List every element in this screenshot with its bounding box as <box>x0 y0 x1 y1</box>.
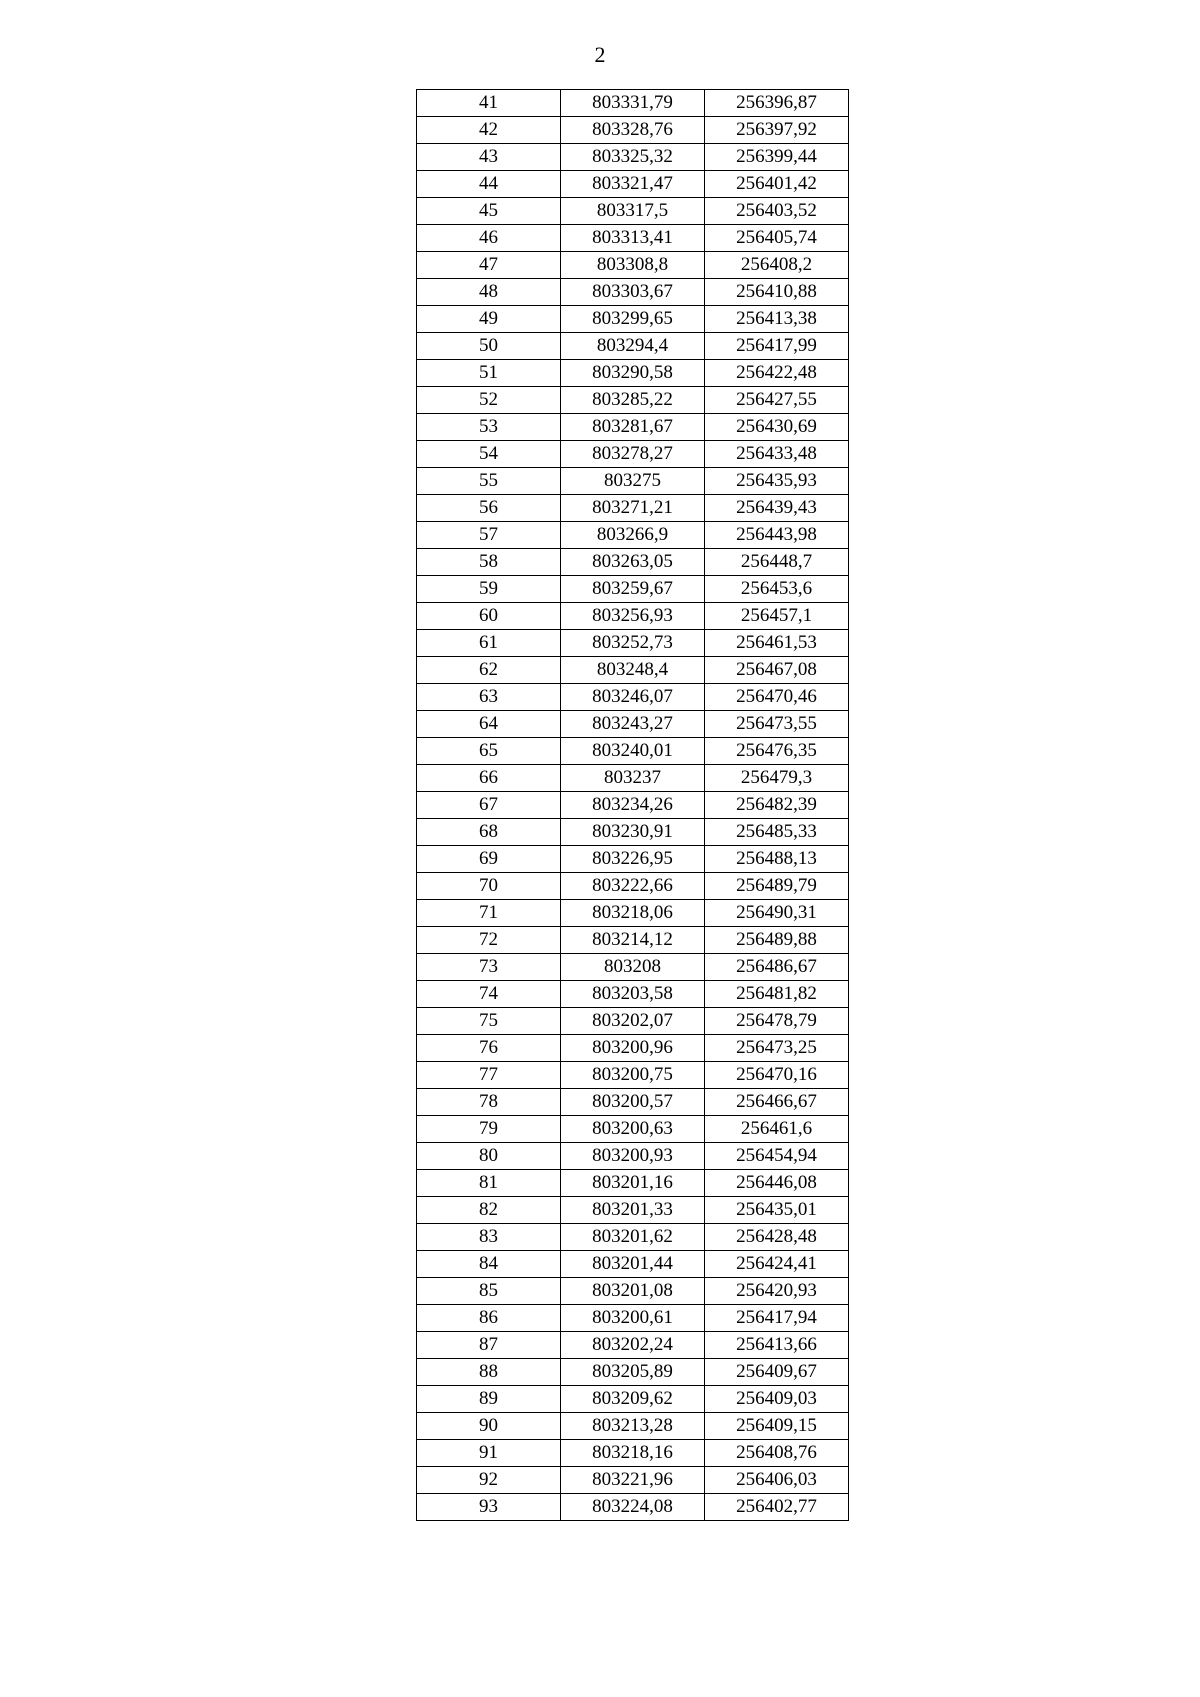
table-row <box>417 576 849 603</box>
x-coordinate-cell: 803208 <box>561 954 705 981</box>
point-number-cell: 69 <box>417 846 561 873</box>
x-coordinate-cell: 803331,79 <box>561 90 705 117</box>
point-number-cell: 78 <box>417 1089 561 1116</box>
table-row <box>417 225 849 252</box>
table-row <box>417 279 849 306</box>
y-coordinate-cell: 256424,41 <box>705 1251 849 1278</box>
x-coordinate-cell: 803200,63 <box>561 1116 705 1143</box>
point-number-cell: 59 <box>417 576 561 603</box>
x-coordinate-cell: 803201,33 <box>561 1197 705 1224</box>
table-row <box>417 846 849 873</box>
x-coordinate-cell: 803201,44 <box>561 1251 705 1278</box>
x-coordinate-cell: 803325,32 <box>561 144 705 171</box>
point-number-cell: 41 <box>417 90 561 117</box>
y-coordinate-cell: 256396,87 <box>705 90 849 117</box>
x-coordinate-cell: 803200,96 <box>561 1035 705 1062</box>
x-coordinate-cell: 803201,62 <box>561 1224 705 1251</box>
table-row <box>417 900 849 927</box>
point-number-cell: 86 <box>417 1305 561 1332</box>
x-coordinate-cell: 803246,07 <box>561 684 705 711</box>
table-row <box>417 1440 849 1467</box>
table-row <box>417 306 849 333</box>
y-coordinate-cell: 256422,48 <box>705 360 849 387</box>
x-coordinate-cell: 803243,27 <box>561 711 705 738</box>
y-coordinate-cell: 256413,38 <box>705 306 849 333</box>
x-coordinate-cell: 803222,66 <box>561 873 705 900</box>
point-number-cell: 64 <box>417 711 561 738</box>
point-number-cell: 46 <box>417 225 561 252</box>
x-coordinate-cell: 803202,24 <box>561 1332 705 1359</box>
y-coordinate-cell: 256439,43 <box>705 495 849 522</box>
point-number-cell: 50 <box>417 333 561 360</box>
point-number-cell: 77 <box>417 1062 561 1089</box>
x-coordinate-cell: 803317,5 <box>561 198 705 225</box>
x-coordinate-cell: 803328,76 <box>561 117 705 144</box>
x-coordinate-cell: 803230,91 <box>561 819 705 846</box>
y-coordinate-cell: 256467,08 <box>705 657 849 684</box>
table-row <box>417 1197 849 1224</box>
y-coordinate-cell: 256476,35 <box>705 738 849 765</box>
y-coordinate-cell: 256397,92 <box>705 117 849 144</box>
point-number-cell: 65 <box>417 738 561 765</box>
table-row <box>417 441 849 468</box>
point-number-cell: 85 <box>417 1278 561 1305</box>
point-number-cell: 81 <box>417 1170 561 1197</box>
y-coordinate-cell: 256490,31 <box>705 900 849 927</box>
page-number: 2 <box>594 42 606 67</box>
x-coordinate-cell: 803221,96 <box>561 1467 705 1494</box>
y-coordinate-cell: 256470,16 <box>705 1062 849 1089</box>
y-coordinate-cell: 256410,88 <box>705 279 849 306</box>
y-coordinate-cell: 256403,52 <box>705 198 849 225</box>
point-number-cell: 56 <box>417 495 561 522</box>
y-coordinate-cell: 256486,67 <box>705 954 849 981</box>
x-coordinate-cell: 803248,4 <box>561 657 705 684</box>
y-coordinate-cell: 256478,79 <box>705 1008 849 1035</box>
x-coordinate-cell: 803252,73 <box>561 630 705 657</box>
table-row <box>417 1305 849 1332</box>
table-row <box>417 1035 849 1062</box>
y-coordinate-cell: 256408,2 <box>705 252 849 279</box>
table-row <box>417 711 849 738</box>
y-coordinate-cell: 256401,42 <box>705 171 849 198</box>
y-coordinate-cell: 256448,7 <box>705 549 849 576</box>
point-number-cell: 83 <box>417 1224 561 1251</box>
point-number-cell: 51 <box>417 360 561 387</box>
table-row <box>417 144 849 171</box>
x-coordinate-cell: 803313,41 <box>561 225 705 252</box>
y-coordinate-cell: 256457,1 <box>705 603 849 630</box>
y-coordinate-cell: 256435,93 <box>705 468 849 495</box>
table-row <box>417 873 849 900</box>
point-number-cell: 57 <box>417 522 561 549</box>
x-coordinate-cell: 803224,08 <box>561 1494 705 1521</box>
y-coordinate-cell: 256461,6 <box>705 1116 849 1143</box>
y-coordinate-cell: 256479,3 <box>705 765 849 792</box>
point-number-cell: 92 <box>417 1467 561 1494</box>
x-coordinate-cell: 803200,93 <box>561 1143 705 1170</box>
point-number-cell: 44 <box>417 171 561 198</box>
table-row <box>417 198 849 225</box>
y-coordinate-cell: 256417,99 <box>705 333 849 360</box>
table-row <box>417 1332 849 1359</box>
y-coordinate-cell: 256428,48 <box>705 1224 849 1251</box>
x-coordinate-cell: 803202,07 <box>561 1008 705 1035</box>
table-row <box>417 1062 849 1089</box>
y-coordinate-cell: 256433,48 <box>705 441 849 468</box>
y-coordinate-cell: 256413,66 <box>705 1332 849 1359</box>
y-coordinate-cell: 256435,01 <box>705 1197 849 1224</box>
point-number-cell: 63 <box>417 684 561 711</box>
x-coordinate-cell: 803275 <box>561 468 705 495</box>
table-row <box>417 387 849 414</box>
y-coordinate-cell: 256488,13 <box>705 846 849 873</box>
table-row <box>417 819 849 846</box>
table-row <box>417 1467 849 1494</box>
table-row <box>417 1413 849 1440</box>
table-row <box>417 1116 849 1143</box>
x-coordinate-cell: 803237 <box>561 765 705 792</box>
x-coordinate-cell: 803256,93 <box>561 603 705 630</box>
y-coordinate-cell: 256443,98 <box>705 522 849 549</box>
point-number-cell: 67 <box>417 792 561 819</box>
point-number-cell: 66 <box>417 765 561 792</box>
y-coordinate-cell: 256409,03 <box>705 1386 849 1413</box>
x-coordinate-cell: 803259,67 <box>561 576 705 603</box>
table-row <box>417 765 849 792</box>
y-coordinate-cell: 256409,67 <box>705 1359 849 1386</box>
table-row <box>417 252 849 279</box>
table-row <box>417 1359 849 1386</box>
y-coordinate-cell: 256408,76 <box>705 1440 849 1467</box>
y-coordinate-cell: 256402,77 <box>705 1494 849 1521</box>
point-number-cell: 91 <box>417 1440 561 1467</box>
table-row <box>417 1386 849 1413</box>
x-coordinate-cell: 803214,12 <box>561 927 705 954</box>
y-coordinate-cell: 256481,82 <box>705 981 849 1008</box>
x-coordinate-cell: 803226,95 <box>561 846 705 873</box>
x-coordinate-cell: 803218,16 <box>561 1440 705 1467</box>
y-coordinate-cell: 256417,94 <box>705 1305 849 1332</box>
point-number-cell: 88 <box>417 1359 561 1386</box>
y-coordinate-cell: 256454,94 <box>705 1143 849 1170</box>
coordinates-table-body <box>417 90 849 1521</box>
table-row <box>417 657 849 684</box>
table-row <box>417 90 849 117</box>
table-row <box>417 981 849 1008</box>
x-coordinate-cell: 803205,89 <box>561 1359 705 1386</box>
table-row <box>417 1143 849 1170</box>
point-number-cell: 61 <box>417 630 561 657</box>
y-coordinate-cell: 256489,88 <box>705 927 849 954</box>
point-number-cell: 54 <box>417 441 561 468</box>
x-coordinate-cell: 803266,9 <box>561 522 705 549</box>
table-row <box>417 1224 849 1251</box>
table-row <box>417 630 849 657</box>
table-row <box>417 684 849 711</box>
point-number-cell: 52 <box>417 387 561 414</box>
point-number-cell: 93 <box>417 1494 561 1521</box>
y-coordinate-cell: 256399,44 <box>705 144 849 171</box>
table-row <box>417 522 849 549</box>
y-coordinate-cell: 256482,39 <box>705 792 849 819</box>
table-row <box>417 1278 849 1305</box>
x-coordinate-cell: 803209,62 <box>561 1386 705 1413</box>
table-row <box>417 468 849 495</box>
x-coordinate-cell: 803290,58 <box>561 360 705 387</box>
x-coordinate-cell: 803263,05 <box>561 549 705 576</box>
point-number-cell: 84 <box>417 1251 561 1278</box>
point-number-cell: 72 <box>417 927 561 954</box>
y-coordinate-cell: 256427,55 <box>705 387 849 414</box>
x-coordinate-cell: 803213,28 <box>561 1413 705 1440</box>
point-number-cell: 48 <box>417 279 561 306</box>
point-number-cell: 60 <box>417 603 561 630</box>
point-number-cell: 45 <box>417 198 561 225</box>
table-row <box>417 117 849 144</box>
x-coordinate-cell: 803240,01 <box>561 738 705 765</box>
point-number-cell: 73 <box>417 954 561 981</box>
y-coordinate-cell: 256489,79 <box>705 873 849 900</box>
y-coordinate-cell: 256485,33 <box>705 819 849 846</box>
x-coordinate-cell: 803299,65 <box>561 306 705 333</box>
point-number-cell: 47 <box>417 252 561 279</box>
point-number-cell: 42 <box>417 117 561 144</box>
y-coordinate-cell: 256461,53 <box>705 630 849 657</box>
x-coordinate-cell: 803201,08 <box>561 1278 705 1305</box>
table-row <box>417 171 849 198</box>
point-number-cell: 70 <box>417 873 561 900</box>
table-row <box>417 738 849 765</box>
x-coordinate-cell: 803200,61 <box>561 1305 705 1332</box>
point-number-cell: 89 <box>417 1386 561 1413</box>
y-coordinate-cell: 256466,67 <box>705 1089 849 1116</box>
y-coordinate-cell: 256430,69 <box>705 414 849 441</box>
x-coordinate-cell: 803294,4 <box>561 333 705 360</box>
table-row <box>417 954 849 981</box>
y-coordinate-cell: 256406,03 <box>705 1467 849 1494</box>
point-number-cell: 75 <box>417 1008 561 1035</box>
table-row <box>417 495 849 522</box>
x-coordinate-cell: 803201,16 <box>561 1170 705 1197</box>
table-row <box>417 1170 849 1197</box>
y-coordinate-cell: 256405,74 <box>705 225 849 252</box>
y-coordinate-cell: 256453,6 <box>705 576 849 603</box>
table-row <box>417 1494 849 1521</box>
table-row <box>417 549 849 576</box>
y-coordinate-cell: 256473,55 <box>705 711 849 738</box>
point-number-cell: 71 <box>417 900 561 927</box>
x-coordinate-cell: 803308,8 <box>561 252 705 279</box>
y-coordinate-cell: 256446,08 <box>705 1170 849 1197</box>
point-number-cell: 49 <box>417 306 561 333</box>
y-coordinate-cell: 256420,93 <box>705 1278 849 1305</box>
x-coordinate-cell: 803285,22 <box>561 387 705 414</box>
coordinates-table <box>416 89 849 1521</box>
point-number-cell: 80 <box>417 1143 561 1170</box>
x-coordinate-cell: 803281,67 <box>561 414 705 441</box>
point-number-cell: 43 <box>417 144 561 171</box>
x-coordinate-cell: 803203,58 <box>561 981 705 1008</box>
table-row <box>417 333 849 360</box>
point-number-cell: 53 <box>417 414 561 441</box>
x-coordinate-cell: 803303,67 <box>561 279 705 306</box>
table-row <box>417 1251 849 1278</box>
table-row <box>417 792 849 819</box>
table-row <box>417 1089 849 1116</box>
point-number-cell: 90 <box>417 1413 561 1440</box>
point-number-cell: 76 <box>417 1035 561 1062</box>
point-number-cell: 74 <box>417 981 561 1008</box>
point-number-cell: 62 <box>417 657 561 684</box>
x-coordinate-cell: 803200,75 <box>561 1062 705 1089</box>
x-coordinate-cell: 803200,57 <box>561 1089 705 1116</box>
y-coordinate-cell: 256409,15 <box>705 1413 849 1440</box>
point-number-cell: 79 <box>417 1116 561 1143</box>
x-coordinate-cell: 803271,21 <box>561 495 705 522</box>
x-coordinate-cell: 803218,06 <box>561 900 705 927</box>
point-number-cell: 55 <box>417 468 561 495</box>
y-coordinate-cell: 256470,46 <box>705 684 849 711</box>
table-row <box>417 603 849 630</box>
table-row <box>417 360 849 387</box>
point-number-cell: 87 <box>417 1332 561 1359</box>
point-number-cell: 58 <box>417 549 561 576</box>
x-coordinate-cell: 803321,47 <box>561 171 705 198</box>
point-number-cell: 82 <box>417 1197 561 1224</box>
y-coordinate-cell: 256473,25 <box>705 1035 849 1062</box>
point-number-cell: 68 <box>417 819 561 846</box>
table-row <box>417 414 849 441</box>
x-coordinate-cell: 803234,26 <box>561 792 705 819</box>
table-row <box>417 927 849 954</box>
table-row <box>417 1008 849 1035</box>
x-coordinate-cell: 803278,27 <box>561 441 705 468</box>
